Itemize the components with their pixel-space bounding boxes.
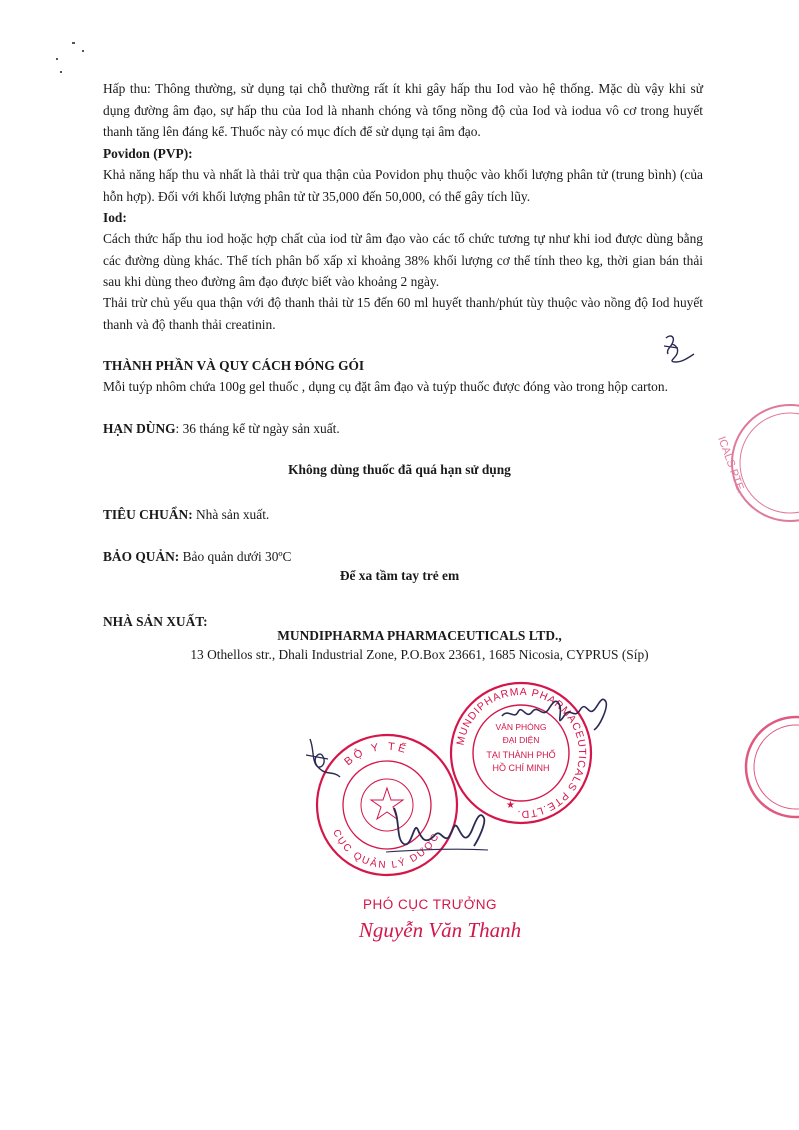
standard-line bbox=[103, 504, 703, 526]
ministry-small-signature bbox=[300, 735, 350, 785]
company-stamp-line1: VĂN PHÒNG bbox=[495, 722, 547, 732]
scan-speck bbox=[72, 42, 75, 44]
company-stamp-line2: ĐẠI DIỆN bbox=[502, 735, 540, 745]
storage-label: BẢO QUẢN: bbox=[103, 549, 180, 564]
povidon-paragraph: Khả năng hấp thu và nhất là thải trừ qua thận của Povidon phụ thuộc vào khối lượng phân tử (trung bình) (của hỗn hợp). Đối với khối lượng phân tử từ 35,000 đến 50,000, có thể gây tích lũy. bbox=[103, 167, 703, 204]
scan-speck bbox=[60, 71, 62, 73]
ministry-stamp-bottom: CỤC QUẢN LÝ DƯỢC bbox=[330, 827, 443, 872]
expiry-label: HẠN DÙNG bbox=[103, 421, 176, 436]
iod-paragraph-1: Cách thức hấp thu iod hoặc hợp chất của iod từ âm đạo vào các tổ chức tương tự như khi iod được dùng bằng các đường dùng khác. Thể tích phân bố xấp xỉ khoảng 38% khối lượng cơ thể tính theo kg, thời gian bán thải sau khi dùng theo đường âm đạo được biết vào khoảng 2 ngày. bbox=[103, 231, 703, 289]
manufacturer-label: NHÀ SẢN XUẤT: bbox=[103, 614, 208, 629]
scan-speck bbox=[82, 50, 84, 52]
edge-stamp-text: ICALS PTE. bbox=[715, 434, 747, 495]
no-expired-notice: Không dùng thuốc đã quá hạn sử dụng bbox=[288, 462, 511, 477]
manufacturer-name: MUNDIPHARMA PHARMACEUTICALS LTD., bbox=[277, 628, 562, 643]
expiry-text: : 36 tháng kể từ ngày sản xuất. bbox=[175, 421, 340, 436]
scan-speck bbox=[56, 58, 58, 60]
company-stamp-line3: TẠI THÀNH PHỐ bbox=[486, 750, 556, 760]
star-icon: ★ bbox=[506, 800, 515, 811]
company-stamp-arc: MUNDIPHARMA PHARMACEUTICALS PTE.LTD. bbox=[454, 685, 589, 821]
ministry-stamp-top: BỘ Y TẾ bbox=[342, 740, 410, 769]
absorption-paragraph: Hấp thu: Thông thường, sử dụng tại chỗ thường rất ít khi gây hấp thu Iod vào hệ thống. Mặc dù vậy khi sử dụng đường âm đạo, sự hấp thu của Iod là nhanh chóng và tổng nồng độ của Iod và iodua vô cơ trong huyết thanh tăng lên đáng kể. Thuốc này có mục đích để sử dụng tại âm đạo. bbox=[103, 81, 703, 139]
iod-paragraph-2: Thải trừ chủ yếu qua thận với độ thanh thải từ 15 đến 60 ml huyết thanh/phút tùy thuộc vào nồng độ Iod huyết thanh và độ thanh thải creatinin. bbox=[103, 295, 703, 332]
signatory-name: Nguyễn Văn Thanh bbox=[358, 918, 522, 942]
company-signature bbox=[498, 686, 618, 736]
composition-heading: THÀNH PHẦN VÀ QUY CÁCH ĐÓNG GÓI bbox=[103, 358, 365, 373]
iod-heading: Iod: bbox=[103, 210, 127, 225]
standard-label: TIÊU CHUẨN: bbox=[103, 507, 193, 522]
composition-paragraph: Mỗi tuýp nhôm chứa 100g gel thuốc , dụng cụ đặt âm đạo và tuýp thuốc được đóng vào trong hộp carton. bbox=[103, 379, 668, 394]
manufacturer-address: 13 Othellos str., Dhali Industrial Zone, P.O.Box 23661, 1685 Nicosia, CYPRUS (Síp) bbox=[190, 647, 649, 662]
standard-text: Nhà sản xuất. bbox=[192, 507, 270, 522]
expiry-line bbox=[103, 418, 703, 440]
signatory-title: PHÓ CỤC TRƯỞNG bbox=[362, 897, 498, 912]
edge-stamp-lower bbox=[706, 712, 799, 822]
povidon-heading: Povidon (PVP): bbox=[103, 146, 193, 161]
storage-line bbox=[103, 546, 703, 568]
keep-away-notice: Để xa tầm tay trẻ em bbox=[339, 568, 460, 583]
company-stamp-line4: HỒ CHÍ MINH bbox=[492, 763, 550, 773]
ministry-signature bbox=[384, 800, 494, 860]
storage-text: Bảo quản dưới 30ºC bbox=[179, 549, 292, 564]
